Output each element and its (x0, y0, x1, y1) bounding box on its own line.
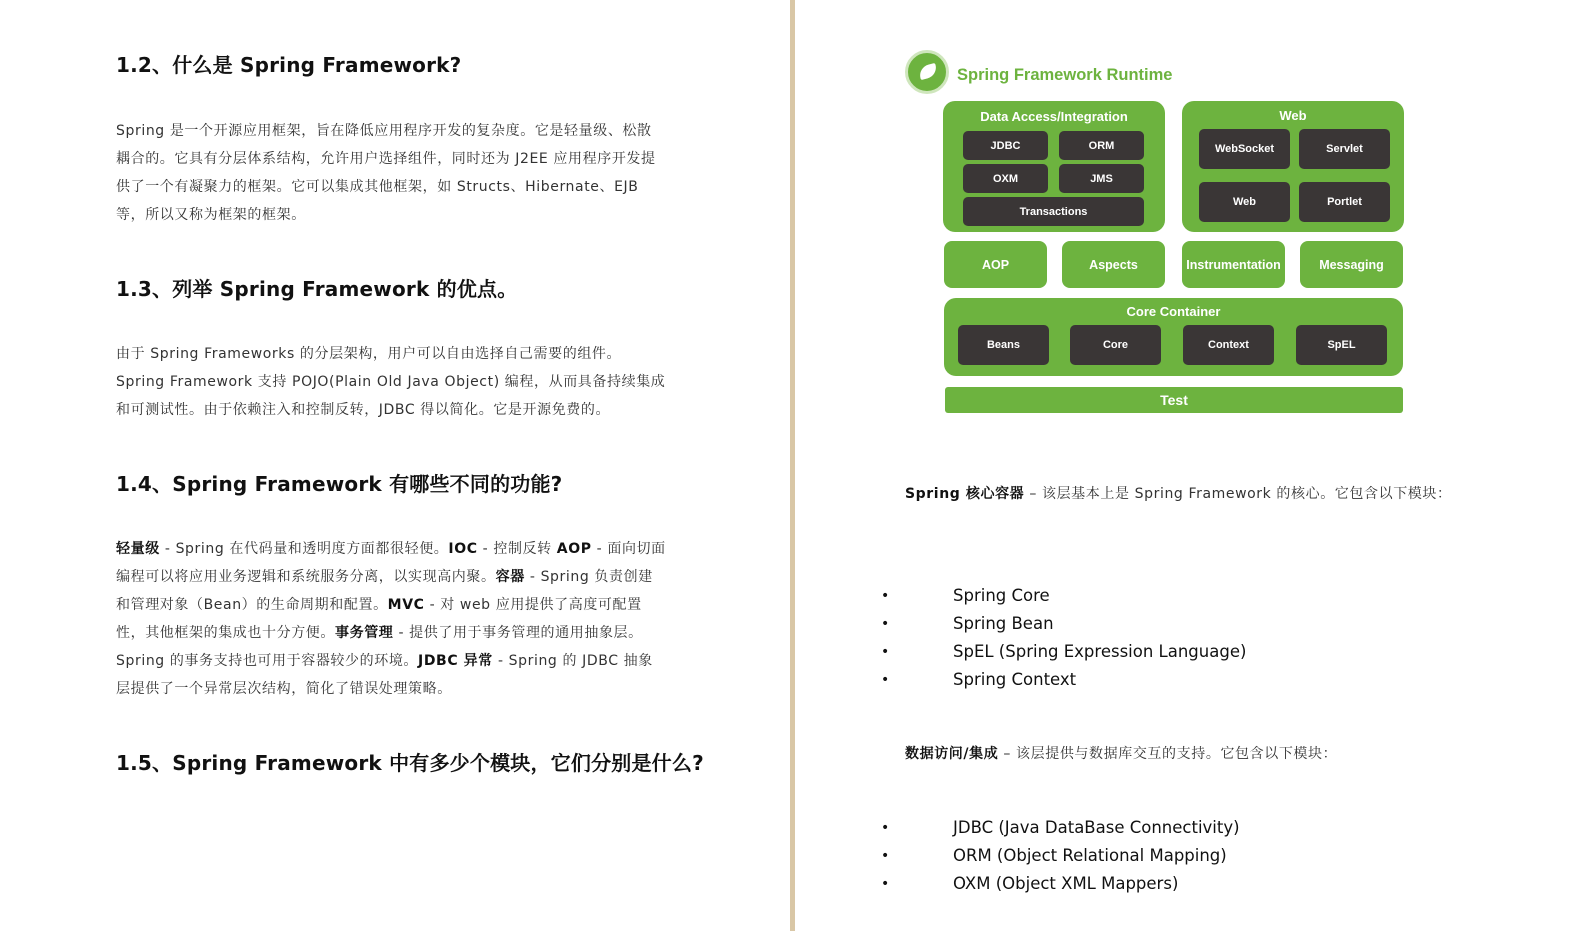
term-lightweight: 轻量级 (116, 541, 160, 557)
module-transactions: Transactions (963, 197, 1144, 226)
heading-1-3: 1.3、列举 Spring Framework 的优点。 (116, 277, 518, 301)
module-context: Context (1183, 325, 1274, 365)
data-access-box (943, 101, 1165, 232)
list-item: • JDBC (Java DataBase Connectivity) (881, 814, 1240, 842)
web-title: Web (1279, 108, 1307, 123)
module-jdbc: JDBC (963, 131, 1048, 160)
desc-ioc: - 控制反转 (477, 541, 557, 557)
core-container-box (944, 298, 1403, 376)
module-instrumentation: Instrumentation (1182, 241, 1285, 288)
core-module-list (881, 582, 1246, 694)
module-websocket: WebSocket (1199, 129, 1290, 169)
core-container-title: Core Container (1126, 304, 1221, 319)
module-aop: AOP (944, 241, 1047, 288)
module-beans: Beans (958, 325, 1049, 365)
term-ioc: IOC (448, 541, 478, 557)
term-mvc: MVC (387, 597, 425, 613)
paragraph-1-2: Spring 是一个开源应用框架，旨在降低应用程序开发的复杂度。它是轻量级、松散耦合的。它具有分层体系结构，允许用户选择组件，同时还为 J2EE 应用程序开发提供了一个有凝聚力的框架。它可以集成其他框架，如 Structs、Hibernate、EJB 等，所以又称为框架的框架。 (116, 123, 656, 223)
module-orm: ORM (1059, 131, 1144, 160)
desc-transaction: - 提供了用于事务管理的通用抽象层。Spring 的事务支持也可用于容器较少的环境。 (116, 625, 643, 669)
module-core: Core (1070, 325, 1161, 365)
right-page (795, 0, 1585, 931)
term-container: 容器 (495, 569, 525, 585)
diagram-title: Spring Framework Runtime (957, 66, 1173, 84)
spring-leaf-icon (905, 50, 949, 94)
data-module-list (881, 814, 1240, 898)
term-core-container: Spring 核心容器 (905, 486, 1025, 502)
heading-1-5: 1.5、Spring Framework 中有多少个模块，它们分别是什么? (116, 751, 704, 775)
list-item: • Spring Bean (881, 610, 1246, 638)
core-container-paragraph (905, 480, 1457, 508)
web-box (1182, 101, 1404, 232)
list-item: • ORM (Object Relational Mapping) (881, 842, 1240, 870)
module-test: Test (945, 387, 1403, 413)
list-item: • Spring Context (881, 666, 1246, 694)
list-item: • Spring Core (881, 582, 1246, 610)
desc-aop: - 面向切面编程可以将应用业务逻辑和系统服务分离，以实现高内聚。 (116, 541, 666, 585)
paragraph-1-3: 由于 Spring Frameworks 的分层架构，用户可以自由选择自己需要的组件。Spring Framework 支持 POJO(Plain Old Java Object) 编程，从而具备持续集成和可测试性。由于依赖注入和控制反转，JDBC 得以简化。它是开源免费的。 (116, 346, 666, 418)
desc-lightweight: - Spring 在代码量和透明度方面都很轻便。 (159, 541, 449, 557)
module-oxm: OXM (963, 164, 1048, 193)
heading-1-2: 1.2、什么是 Spring Framework? (116, 53, 462, 77)
data-access-title: Data Access/Integration (980, 109, 1128, 124)
module-spel: SpEL (1296, 325, 1387, 365)
module-portlet: Portlet (1299, 182, 1390, 222)
term-aop: AOP (556, 541, 592, 557)
heading-1-4: 1.4、Spring Framework 有哪些不同的功能? (116, 472, 563, 496)
desc-jdbc-exception: - Spring 的 JDBC 抽象层提供了一个异常层次结构，简化了错误处理策略。 (116, 653, 653, 697)
desc-mvc: - 对 web 应用提供了高度可配置性，其他框架的集成也十分方便。 (116, 597, 642, 641)
module-aspects: Aspects (1062, 241, 1165, 288)
module-servlet: Servlet (1299, 129, 1390, 169)
module-messaging: Messaging (1300, 241, 1403, 288)
module-web: Web (1199, 182, 1290, 222)
term-data-access: 数据访问/集成 (905, 746, 999, 762)
data-access-paragraph (905, 740, 1457, 768)
data-access-desc: – 该层提供与数据库交互的支持。它包含以下模块： (998, 746, 1338, 762)
desc-container: - Spring 负责创建和管理对象（Bean）的生命周期和配置。 (116, 569, 653, 613)
term-transaction: 事务管理 (335, 625, 394, 641)
left-page (0, 0, 790, 931)
spring-runtime-diagram (905, 48, 1425, 428)
core-container-desc: – 该层基本上是 Spring Framework 的核心。它包含以下模块： (1024, 486, 1452, 502)
term-jdbc-exception: JDBC 异常 (418, 653, 493, 669)
list-item: • SpEL (Spring Expression Language) (881, 638, 1246, 666)
module-jms: JMS (1059, 164, 1144, 193)
list-item: • OXM (Object XML Mappers) (881, 870, 1240, 898)
paragraph-1-4 (116, 535, 666, 703)
